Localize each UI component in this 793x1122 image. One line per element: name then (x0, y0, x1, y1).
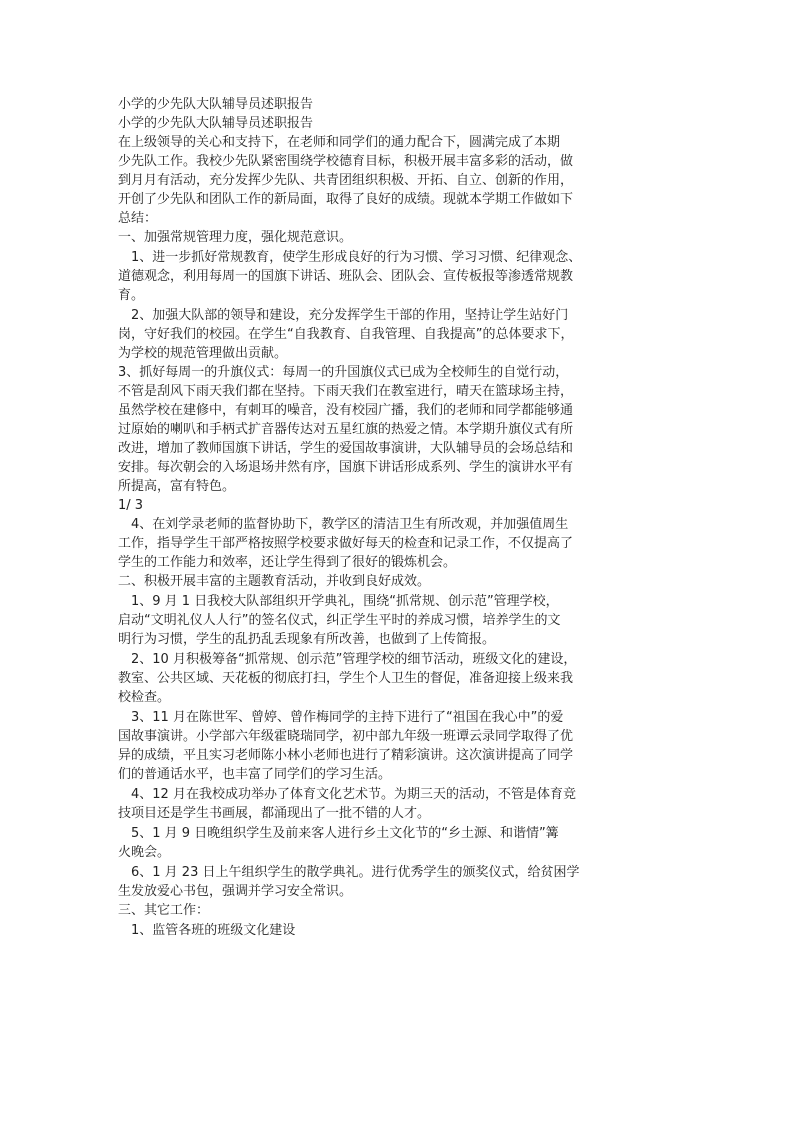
text-line: 2、加强大队部的领导和建设，充分发挥学生干部的作用，坚持让学生站好门 (118, 308, 569, 323)
text-line: 2、10 月积极筹备“抓常规、创示范”管理学校的细节活动，班级文化的建设， (118, 652, 577, 667)
text-line: 6、1 月 23 日上午组织学生的散学典礼。进行优秀学生的颁奖仪式，给贫困学 (118, 865, 580, 880)
text-line: 启动“文明礼仪人人行”的签名仪式，纠正学生平时的养成习惯，培养学生的文 (118, 613, 561, 628)
text-line: 技项目还是学生书画展，都涌现出了一批不错的人才。 (118, 806, 431, 821)
text-line: 育。 (118, 288, 145, 303)
text-line: 5、1 月 9 日晚组织学生及前来客人进行乡土文化节的“乡土源、和谐情”篝 (118, 826, 559, 841)
document-subtitle: 小学的少先队大队辅导员述职报告 (118, 116, 314, 131)
text-line: 到月月有活动，充分发挥少先队、共青团组织积极、开拓、自立、创新的作用， (118, 173, 574, 188)
text-line: 为学校的规范管理做出贡献。 (118, 346, 288, 361)
text-line: 火晚会。 (118, 845, 171, 860)
text-line: 所提高，富有特色。 (118, 479, 236, 494)
text-line: 3、11 月在陈世军、曾婷、曾作梅同学的主持下进行了“祖国在我心中”的爱 (118, 710, 564, 725)
text-line: 总结： (118, 211, 158, 226)
text-line: 3、抓好每周一的升旗仪式：每周一的升国旗仪式已成为全校师生的自觉行动， (118, 365, 569, 380)
text-line: 道德观念，利用每周一的国旗下讲话、班队会、团队会、宣传板报等渗透常规教 (118, 269, 574, 284)
text-line: 4、在刘学录老师的监督协助下，教学区的清洁卫生有所改观，并加强值周生 (118, 517, 569, 532)
text-line: 校检查。 (118, 690, 171, 705)
text-line: 们的普通话水平，也丰富了同学们的学习生活。 (118, 767, 392, 782)
section-heading-3: 三、其它工作： (118, 903, 210, 918)
text-line: 学生的工作能力和效率，还让学生得到了很好的锻炼机会。 (118, 555, 457, 570)
text-line: 改进，增加了教师国旗下讲话，学生的爱国故事演讲，大队辅导员的会场总结和 (118, 441, 574, 456)
text-line: 1、监管各班的班级文化建设 (118, 923, 296, 938)
document-body (118, 95, 623, 940)
page-number: 1/ 3 (118, 498, 144, 513)
text-line: 1、9 月 1 日我校大队部组织开学典礼，围绕“抓常规、创示范”管理学校， (118, 594, 559, 609)
text-line: 在上级领导的关心和支持下，在老师和同学们的通力配合下，圆满完成了本期 (118, 135, 561, 150)
text-line: 岗，守好我们的校园。在学生“自我教育、自我管理、自我提高”的总体要求下， (118, 327, 574, 342)
text-line: 安排。每次朝会的入场退场井然有序，国旗下讲话形成系列、学生的演讲水平有 (118, 460, 574, 475)
text-line: 虽然学校在建修中，有刺耳的噪音，没有校园广播，我们的老师和同学都能够通 (118, 403, 574, 418)
text-line: 工作，指导学生干部严格按照学校要求做好每天的检查和记录工作，不仅提高了 (118, 536, 574, 551)
text-line: 少先队工作。我校少先队紧密围绕学校德育目标，积极开展丰富多彩的活动，做 (118, 154, 574, 169)
text-line: 教室、公共区域、天花板的彻底打扫，学生个人卫生的督促，准备迎接上级来我 (118, 671, 574, 686)
text-line: 生发放爱心书包，强调并学习安全常识。 (118, 884, 353, 899)
text-line: 不管是刮风下雨天我们都在坚持。下雨天我们在教室进行，晴天在篮球场主持， (118, 384, 574, 399)
text-line: 异的成绩，平且实习老师陈小林小老师也进行了精彩演讲。这次演讲提高了同学 (118, 748, 574, 763)
text-line: 过原始的喇叭和手柄式扩音器传达对五星红旗的热爱之情。本学期升旗仪式有所 (118, 422, 574, 437)
document-title: 小学的少先队大队辅导员述职报告 (118, 97, 314, 112)
text-line: 国故事演讲。小学部六年级霍晓瑞同学，初中部九年级一班谭云录同学取得了优 (118, 729, 574, 744)
section-heading-1: 一、加强常规管理力度，强化规范意识。 (118, 230, 353, 245)
text-line: 1、进一步抓好常规教育，使学生形成良好的行为习惯、学习习惯、纪律观念、 (118, 250, 582, 265)
text-line: 明行为习惯，学生的乱扔乱丢现象有所改善，也做到了上传简报。 (118, 632, 496, 647)
text-line: 开创了少先队和团队工作的新局面，取得了良好的成绩。现就本学期工作做如下 (118, 192, 574, 207)
section-heading-2: 二、积极开展丰富的主题教育活动，并收到良好成效。 (118, 574, 431, 589)
text-line: 4、12 月在我校成功举办了体育文化艺术节。为期三天的活动，不管是体育竞 (118, 787, 576, 802)
